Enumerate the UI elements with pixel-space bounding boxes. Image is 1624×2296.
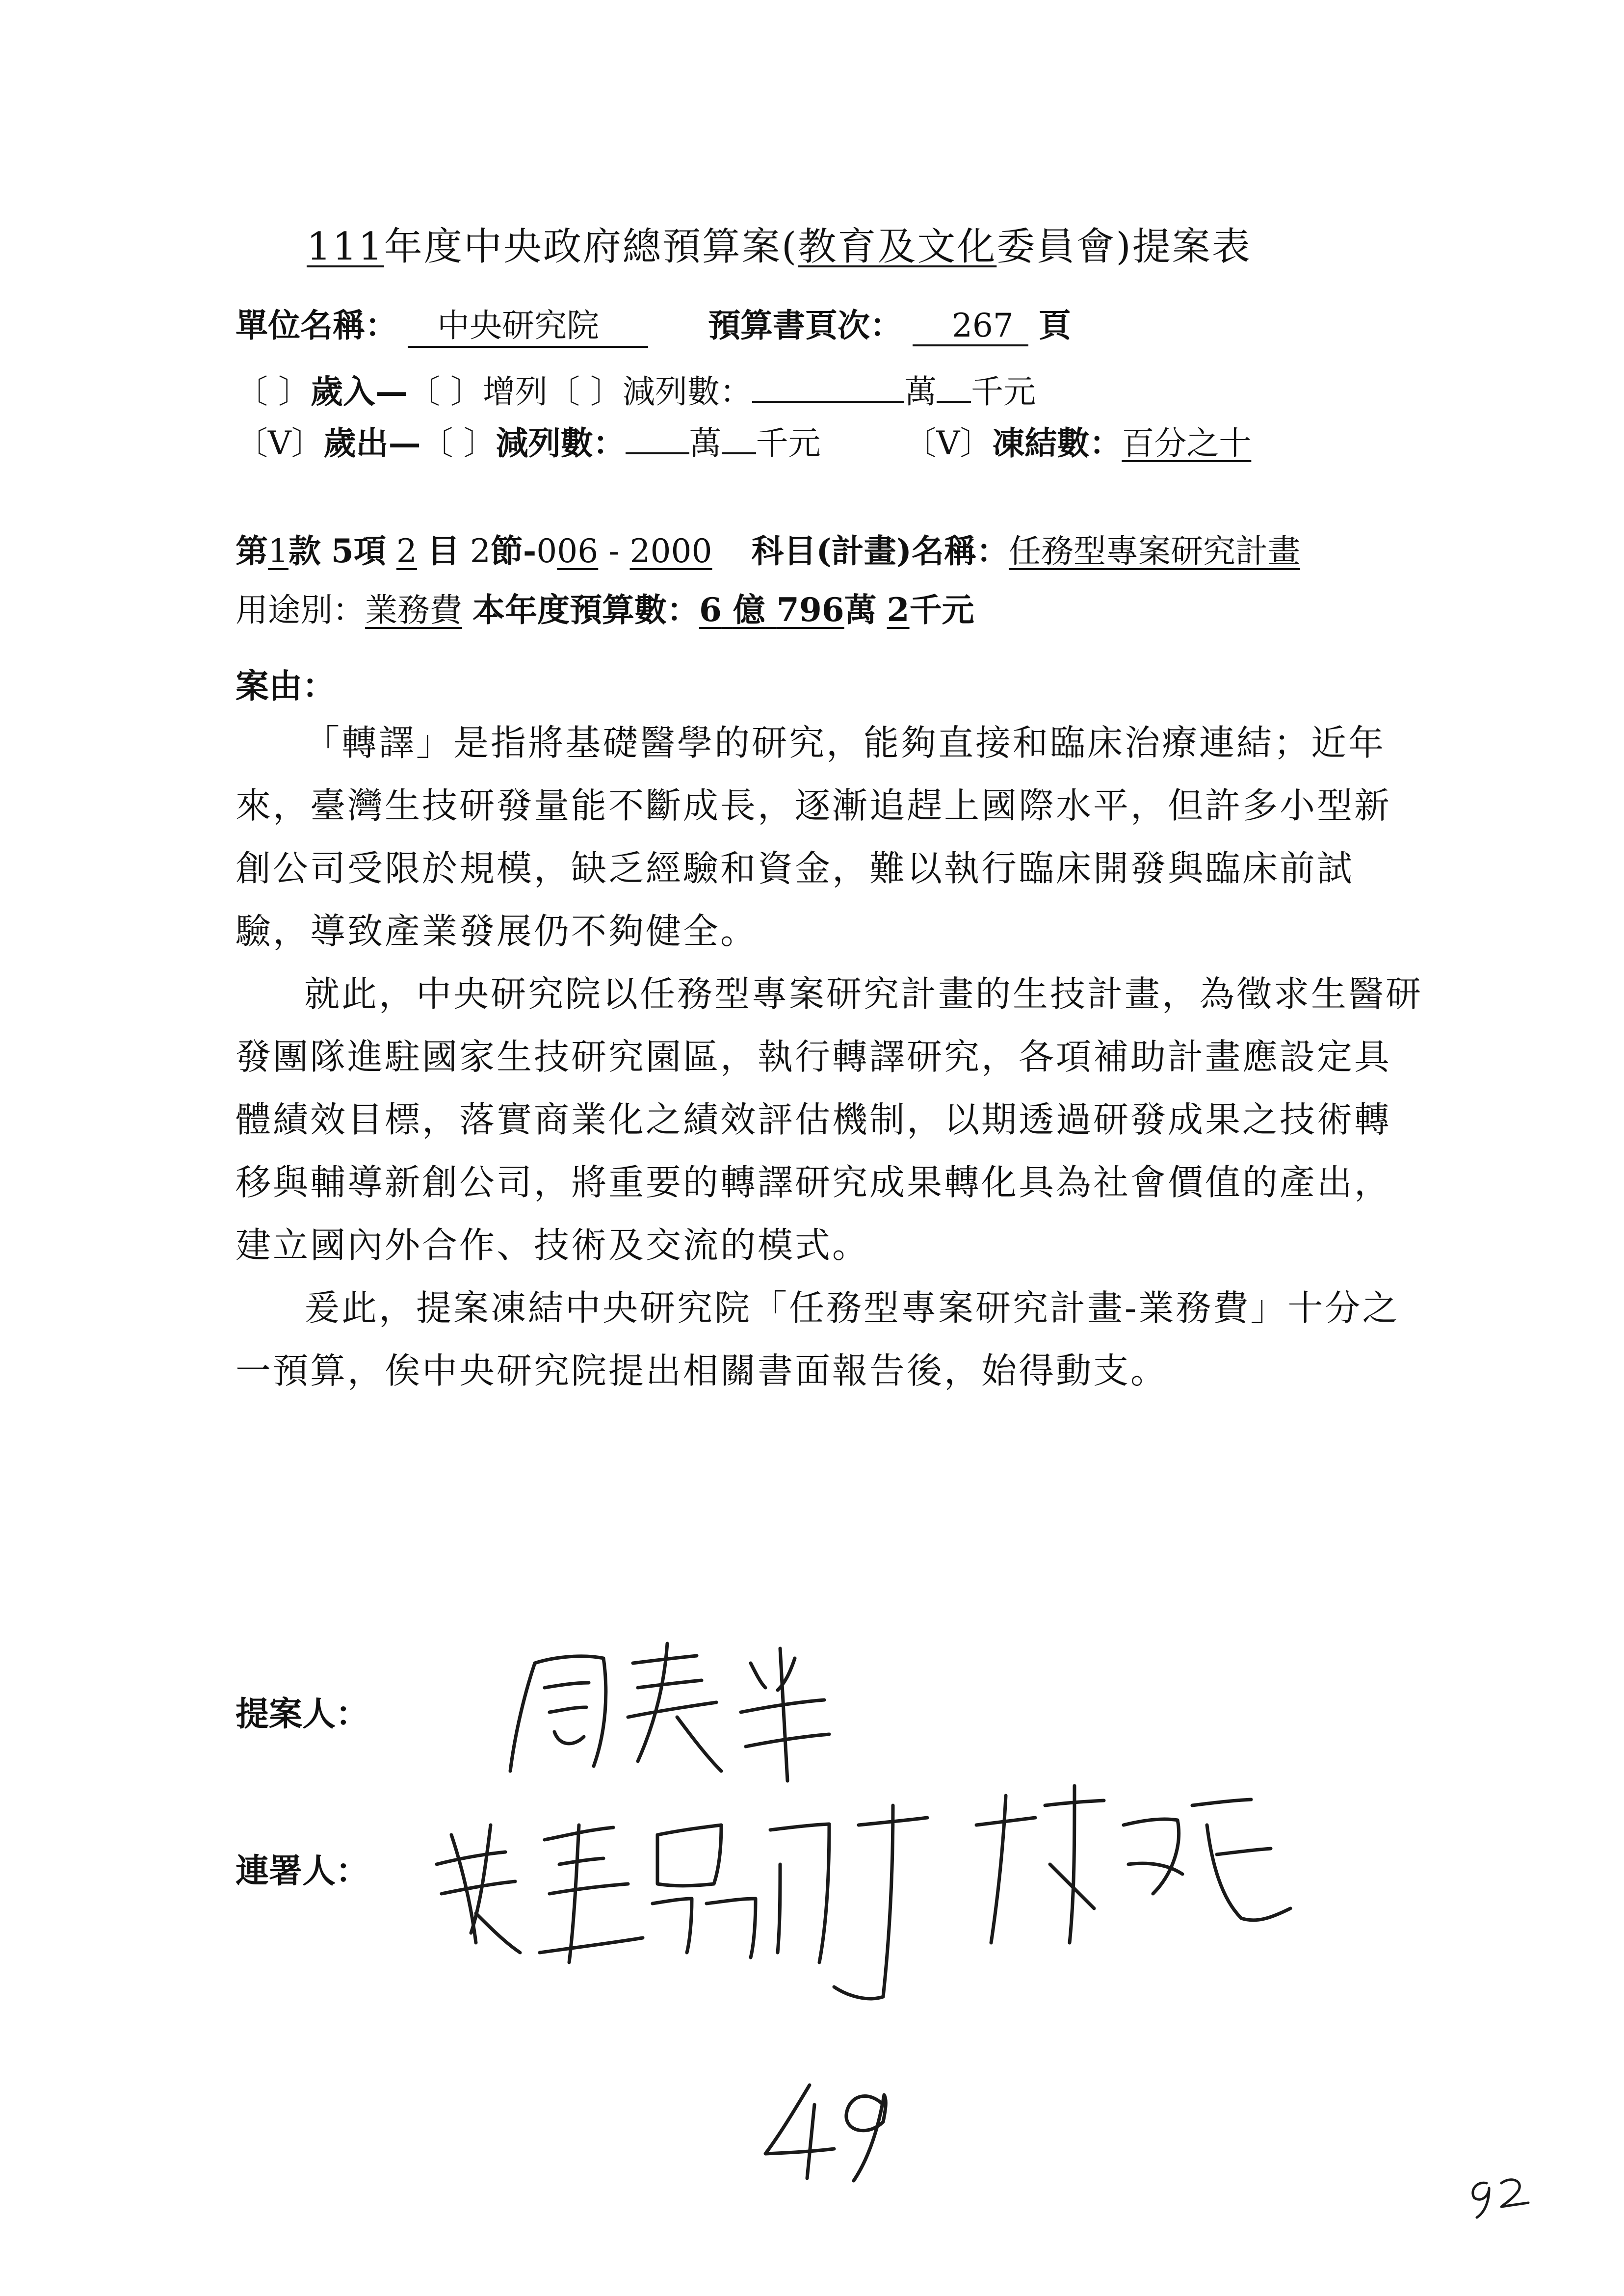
paragraph-1: 「轉譯」是指將基礎醫學的研究，能夠直接和臨床治療連結；近年來，臺灣生技研發量能不斷成長，逐漸追趕上國際水平，但許多小型新創公司受限於規模，缺乏經驗和資金，難以執行臨床開發與臨床前試驗，導致產業發展仍不夠健全。 [236,722,1392,952]
cosigner-label: 連署人： [236,1852,369,1891]
budget-amount: 6 億 796 [699,591,844,629]
expense-line: 〔V〕歲出—〔 〕減列數： 萬 千元 〔V〕凍結數：百分之十 [236,417,1266,464]
usage-line: 用途別：業務費 本年度預算數：6 億 796萬 2千元 [236,591,974,629]
page-value: 267 [913,307,1028,346]
fiscal-year: 111 [307,225,384,269]
reason-label: 案由： [236,667,336,706]
account-line: 第1款 5項 2 目 2節-006 - 2000 科目(計畫)名稱：任務型專案研究計畫 [236,532,1300,570]
freeze-checkbox: 〔V〕 [904,424,993,462]
committee-name: 教育及文化 [798,225,997,269]
page-title: 111年度中央政府總預算案(教育及文化委員會)提案表 [307,225,1252,269]
freeze-fraction: 百分之十 [1122,424,1252,462]
income-line: 〔 〕歲入—〔 〕增列〔 〕減列數： 萬 千元 [236,372,1036,411]
paragraph-3: 爰此，提案凍結中央研究院「任務型專案研究計畫-業務費」十分之一預算，俟中央研究院提出相關書面報告後，始得動支。 [236,1287,1400,1391]
page-unit: 頁 [1038,306,1071,344]
page-label: 預算書頁次： [707,306,902,344]
usage-value: 業務費 [365,591,462,629]
expense-checkbox: 〔V〕 [236,424,324,462]
subject-label: 科目(計畫)名稱： [751,532,1009,570]
cosigner-signatures [427,1766,1310,2011]
subject-value: 任務型專案研究計畫 [1008,532,1300,570]
paragraph-2: 就此，中央研究院以任務型專案研究計畫的生技計畫，為徵求生醫研發團隊進駐國家生技研究園區，執行轉譯研究，各項補助計畫應設定具體績效目標，落實商業化之績效評估機制，以期透過研發成果之技術轉移與輔導新創公司，將重要的轉譯研究成果轉化具為社會價值的產出，建立國內外合作、技術及交流的模式。 [236,973,1423,1266]
unit-line [236,299,1071,348]
handwritten-page-number [756,2075,913,2183]
income-checkbox: 〔 〕 [236,373,311,411]
corner-number [1462,2168,1536,2222]
account-code: 2000 [629,532,712,570]
reason-body [236,711,1423,1402]
unit-value: 中央研究院 [408,299,648,348]
proposer-label: 提案人： [236,1695,369,1734]
unit-label: 單位名稱： [236,306,397,344]
code-part: 006 [536,532,599,570]
